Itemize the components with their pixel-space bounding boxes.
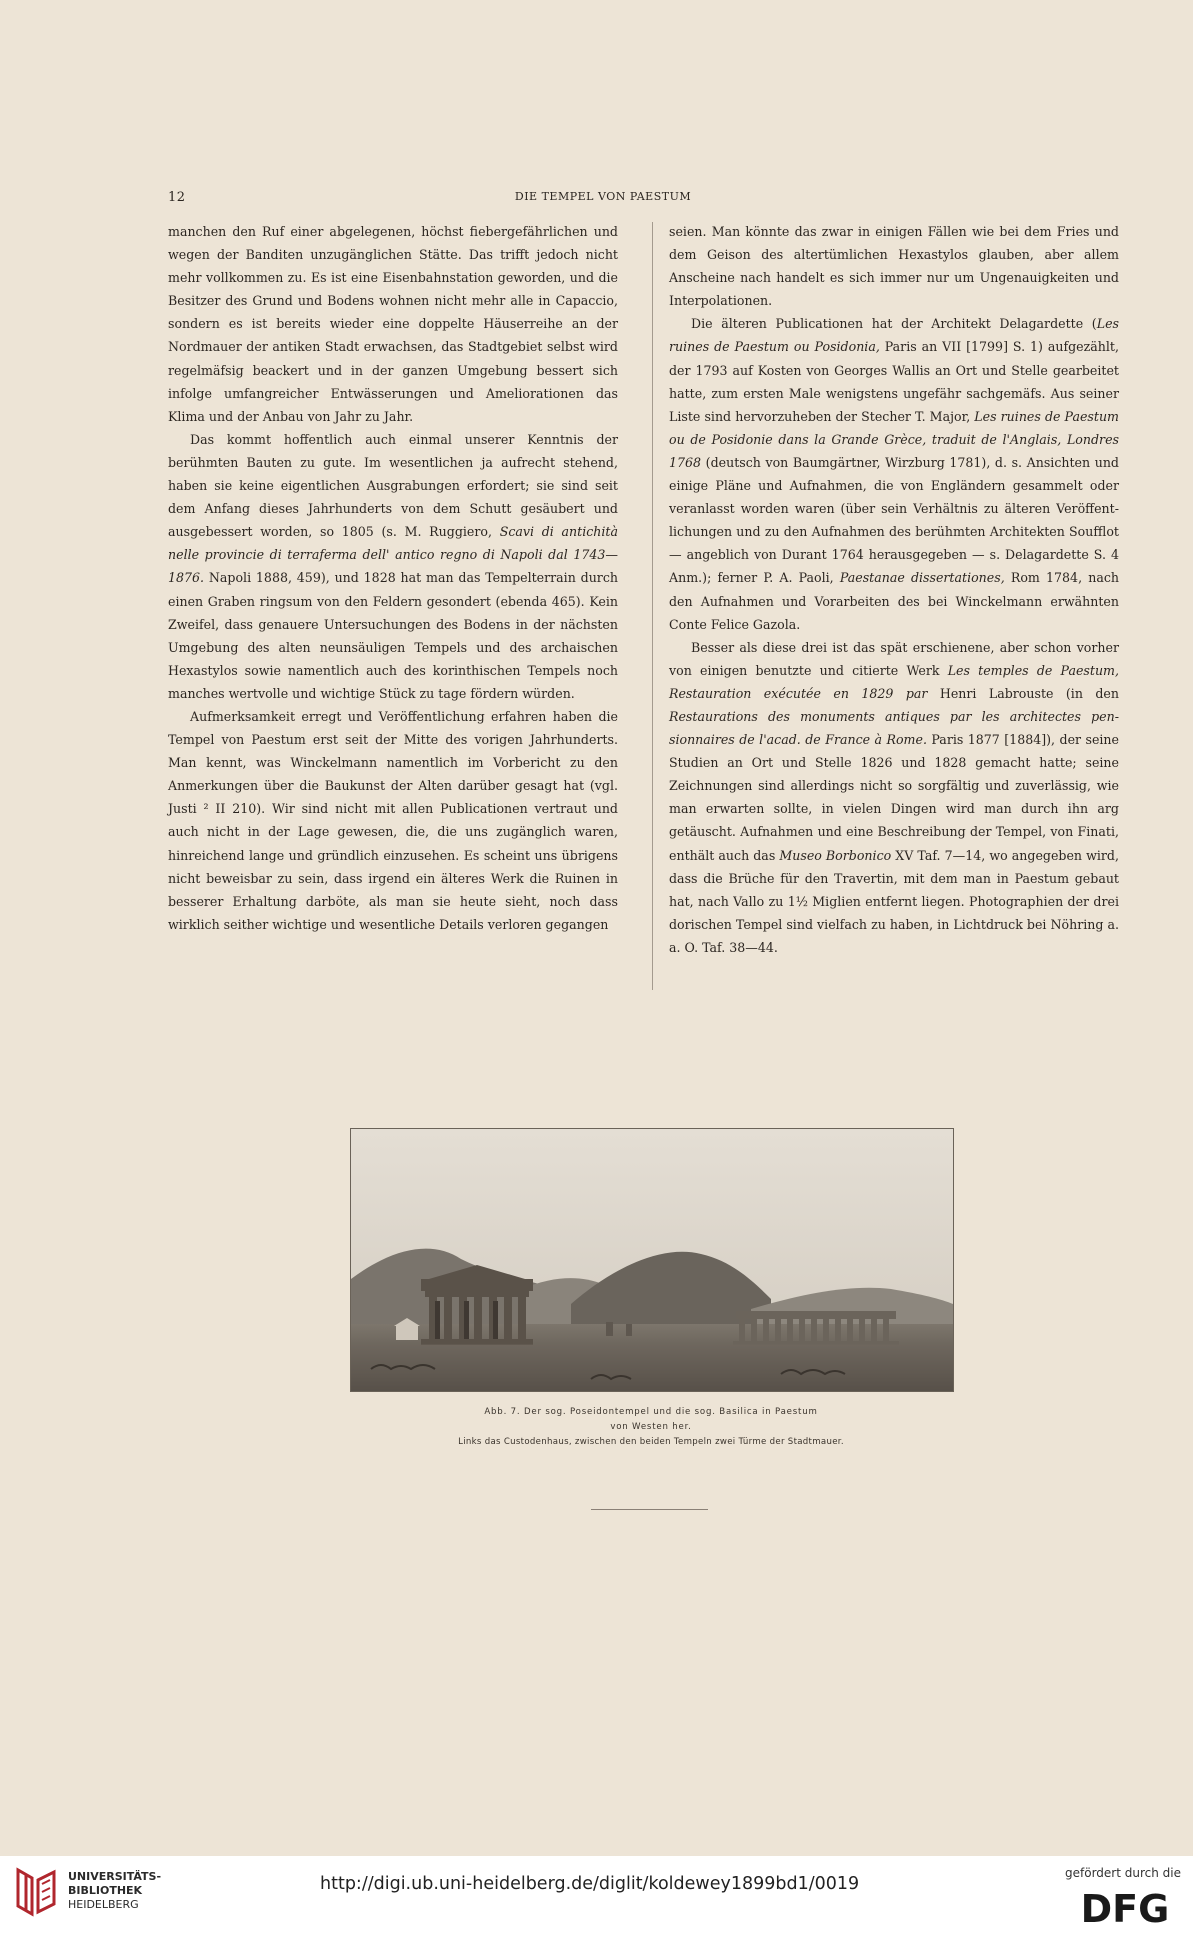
section-end-rule bbox=[591, 1509, 708, 1510]
paragraph: manchen den Ruf einer abgelegenen, höchst fiebergefährlichen und wegen der Banditen unzugänglichen Stätte. Das trifft jedoch nicht mehr vollkommen zu. Es ist eine Eisenbahnstation geworden, und die Besitzer des Grund und Bodens wohnen nicht mehr alle in Capaccio, sondern es ist bereits wieder eine doppelte Häuserreihe an der Nordmauer der antiken Stadt erwachsen, das Stadtgebiet selbst wird regelmäfsig beackert und in der ganzen Umgebung bessert sich infolge umfangreicher Entwässerungen und Ameliorationen das Klima und der Anbau von Jahr zu Jahr. bbox=[168, 224, 618, 424]
paragraph: Aufmerksamkeit erregt und Veröffentlichung erfahren haben die Tempel von Paestum erst seit der Mitte des vorigen Jahrhunderts. Man kennt, was Winckelmann namentlich im Vorbericht zu den Anmerkungen über die Baukunst der Alten darüber gesagt hat (vgl. Justi ² II 210). Wir sind nicht mit allen Publicationen vertraut und auch nicht in der Lage gewesen, die, die uns zugänglich waren, hinreichend lange und gründlich einzusehen. Es scheint uns übrigens nicht beweisbar zu sein, dass irgend ein älteres Werk die Ruinen in besserer Erhaltung darböte, als man sie heute sieht, noch dass wirklich seither wichtige und wesentliche Details verloren gegangen bbox=[168, 708, 618, 932]
permalink-url[interactable]: http://digi.ub.uni-heidelberg.de/diglit/koldewey1899bd1/0019 bbox=[320, 1874, 860, 1894]
dfg-logo-icon bbox=[1069, 1888, 1181, 1926]
paragraph: Das kommt hoffentlich auch einmal unserer Kenntnis der berühmten Bauten zu gute. Im wesentlichen ja aufrecht stehend, haben sie keine eigentlichen Ausgrabungen erfordert; sie sind seit dem Anfang dieses Jahrhunderts von dem Schutt gesäubert und ausgebessert worden, so 1805 (s. M. Ruggiero, Scavi di antichità nelle provincie di terraferma dell' antico regno di Napoli dal 1743—1876. Napoli 1888, 459), und 1828 hat man das Tempelterrain durch einen Graben ringsum von den Feldern gesondert (ebenda 465). Kein Zweifel, dass genauere Untersuchungen des Bodens in der nächsten Umgebung des alten neunsäuligen Tempels und des archaischen Hexastylos sowie namentlich auch des korinthischen Tempels noch manches wertvolle und wichtige Stück zu tage fördern würden. bbox=[168, 431, 619, 701]
figure-caption bbox=[350, 1405, 952, 1450]
paragraph: Die älteren Publicationen hat der Architekt Delagardette (Les ruines de Paestum ou Posidonia, Paris an VII [1799] S. 1) aufgezählt, der 1793 auf Kosten von Georges Wallis an Ort und Stelle gearbeitet hatte, zum ersten Male wenigstens ungefähr sachgemäfs. Aus seiner Liste sind hervorzuheben der Stecher T. Major, Les ruines de Paestum ou de Posidonie dans la Grande Grèce, traduit de l'Anglais, Londres 1768 (deutsch von Baumgärtner, Wirzburg 1781), d. s. Ansichten und einige Pläne und Aufnahmen, die von Engländern gesammelt oder veranlasst worden waren (über sein Verhältnis zu älteren Veröffentlichungen und zu den Aufnahmen des berühmten Architekten Soufflot — angeblich von Durant 1764 herausgegeben — s. Delagardette S. 4 Anm.); ferner P. A. Paoli, Paestanae dissertationes, Rom 1784, nach den Aufnahmen und Vorarbeiten des bei Winckelmann erwähnten Conte Felice Gazola. bbox=[669, 316, 1119, 632]
caption-line: Links das Custodenhaus, zwischen den beiden Tempeln zwei Türme der Stadtmauer. bbox=[458, 1437, 844, 1447]
university-library-logo-icon bbox=[12, 1866, 60, 1918]
caption-line: von Westen her. bbox=[610, 1422, 692, 1432]
running-head bbox=[168, 190, 1038, 206]
paragraph: seien. Man könnte das zwar in einigen Fällen wie bei dem Fries und dem Geison des altertümlichen Hexastylos glauben, aber allem Anscheine nach handelt es sich immer nur um Ungenauigkeiten und Interpolationen. bbox=[669, 224, 1119, 309]
university-library-name: UNIVERSITÄTS- BIBLIOTHEK HEIDELBERG bbox=[68, 1870, 162, 1911]
running-title: DIE TEMPEL VON PAESTUM bbox=[514, 190, 692, 203]
left-column bbox=[168, 220, 618, 936]
svg-text:DFG: DFG bbox=[1080, 1888, 1170, 1926]
paragraph: Besser als diese drei ist das spät erschienene, aber schon vorher von einigen benutzte und citierte Werk Les temples de Paestum, Restauration exécutée en 1829 par Henri Labrouste (in den Restaurations des monuments antiques par les architectes pensionnaires de l'acad. de France à Rome. Paris 1877 [1884]), der seine Studien an Ort und Stelle 1826 und 1828 gemacht hatte; seine Zeichnungen sind allerdings nicht so sorgfältig und zuverlässig, wie man erwarten sollte, in vielen Dingen wird man durch ihn arg getäuscht. Aufnahmen und eine Beschreibung der Tempel, von Finati, enthält auch das Museo Borbonico XV Taf. 7—14, wo angegeben wird, dass die Brüche für den Travertin, mit dem man in Paestum gebaut hat, nach Vallo zu 1½ Miglien entfernt liegen. Photographien der drei dorischen Tempel sind vielfach zu haben, in Lichtdruck bei Nöhring a. a. O. Taf. 38—44. bbox=[669, 639, 1119, 955]
funded-by-label: gefördert durch die bbox=[1065, 1866, 1181, 1880]
digitization-footer bbox=[0, 1856, 1193, 1944]
right-column bbox=[669, 220, 1119, 959]
column-divider bbox=[652, 222, 653, 990]
temple-photograph bbox=[350, 1128, 954, 1392]
page-number: 12 bbox=[168, 190, 186, 205]
caption-line: Abb. 7. Der sog. Poseidontempel und die sog. Basilica in Paestum bbox=[484, 1407, 818, 1417]
